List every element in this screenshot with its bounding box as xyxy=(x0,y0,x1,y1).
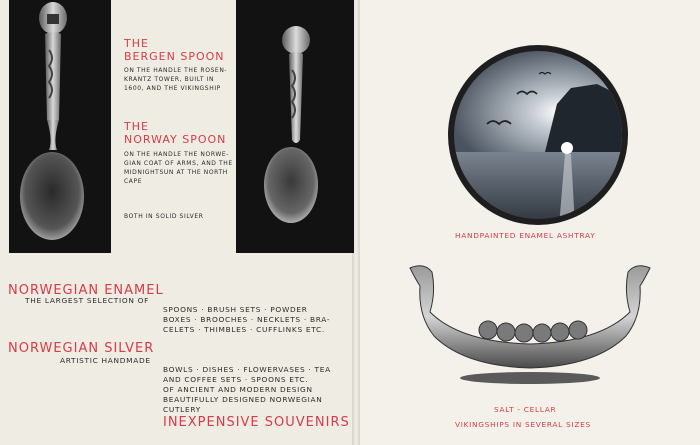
silver-title: NORWEGIAN SILVER xyxy=(8,341,155,356)
norway-title-line2: NORWAY SPOON xyxy=(124,133,227,146)
enamel-subtitle: THE LARGEST SELECTION OF xyxy=(25,296,150,305)
norway-desc-line2: GIAN COAT OF ARMS, AND THE xyxy=(124,160,233,167)
bergen-desc-line2: KRANTZ TOWER, BUILT IN xyxy=(124,76,215,83)
bergen-desc-line1: ON THE HANDLE THE ROSEN- xyxy=(124,67,228,74)
salt-cellar-caption: SALT - CELLAR xyxy=(494,405,557,414)
silver-items-line5: CUTLERY xyxy=(163,405,201,414)
ashtray-caption: HANDPAINTED ENAMEL ASHTRAY xyxy=(455,231,596,240)
silver-subtitle: ARTISTIC HANDMADE xyxy=(60,356,151,365)
ashtray-illustration xyxy=(447,44,629,226)
enamel-title: NORWEGIAN ENAMEL xyxy=(8,283,164,298)
silver-items-line3: OF ANCIENT AND MODERN DESIGN xyxy=(163,385,313,394)
salt-cellar-illustration xyxy=(400,258,660,388)
bergen-spoon-photo xyxy=(9,0,111,253)
bergen-desc-line3: 1600, AND THE VIKINGSHIP xyxy=(124,85,221,92)
norway-desc-line1: ON THE HANDLE THE NORWE- xyxy=(124,151,230,158)
norway-desc-line3: MIDNIGHTSUN AT THE NORTH xyxy=(124,169,228,176)
enamel-items-line2: BOXES · BROOCHES · NECKLETS · BRA- xyxy=(163,315,331,324)
silver-items-line4: BEAUTIFULLY DESIGNED NORWEGIAN xyxy=(163,395,323,404)
norway-spoon-photo xyxy=(236,0,354,253)
vikingships-caption: VIKINGSHIPS IN SEVERAL SIZES xyxy=(455,420,591,429)
norway-desc-line4: CAPE xyxy=(124,178,143,185)
norway-title-line1: THE xyxy=(124,120,149,133)
bergen-title-line1: THE xyxy=(124,37,149,50)
souvenirs-heading: INEXPENSIVE SOUVENIRS xyxy=(163,415,350,430)
silver-items-line1: BOWLS · DISHES · FLOWERVASES · TEA xyxy=(163,365,331,374)
enamel-items-line3: CELETS · THIMBLES · CUFFLINKS ETC. xyxy=(163,325,325,334)
silver-items-line2: AND COFFEE SETS · SPOONS ETC. xyxy=(163,375,309,384)
bergen-title-line2: BERGEN SPOON xyxy=(124,50,225,63)
both-silver-note: BOTH IN SOLID SILVER xyxy=(124,213,204,220)
enamel-items-line1: SPOONS · BRUSH SETS · POWDER xyxy=(163,305,308,314)
